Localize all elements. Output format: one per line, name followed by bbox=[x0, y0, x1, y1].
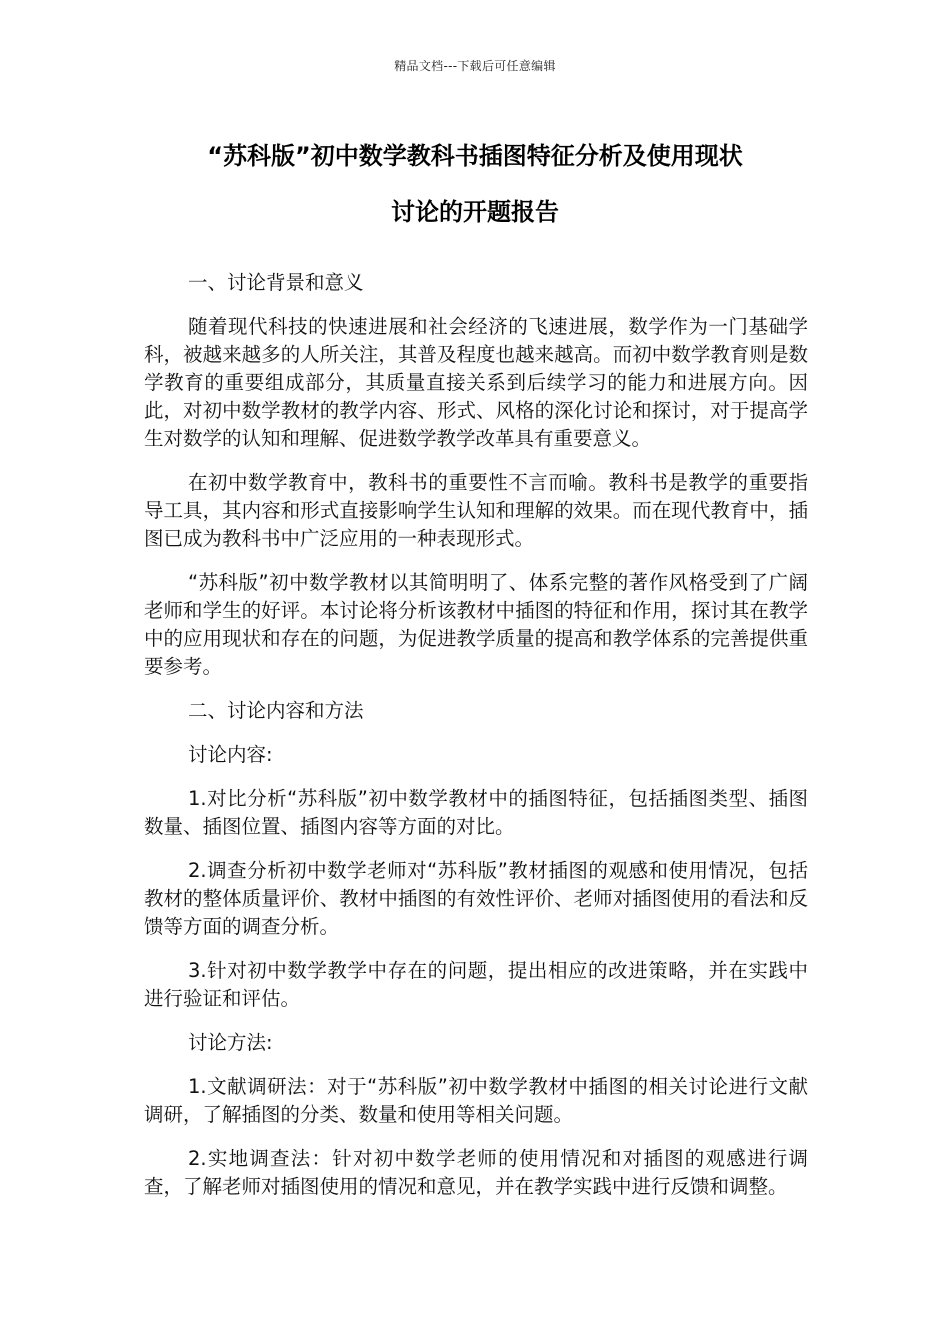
section-heading-background: 一、讨论背景和意义 bbox=[188, 271, 364, 294]
content-item-2: 2.调查分析初中数学老师对“苏科版”教材插图的观感和使用情况，包括教材的整体质量评价、教材中插图的有效性评价、老师对插图使用的看法和反馈等方面的调查分析。 bbox=[144, 859, 808, 938]
paragraph-background-1: 随着现代科技的快速进展和社会经济的飞速进展，数学作为一门基础学科，被越来越多的人所关注，其普及程度也越来越高。而初中数学教育则是数学教育的重要组成部分，其质量直接关系到后续学习的能力和进展方向。因此，对初中数学教材的教学内容、形式、风格的深化讨论和探讨，对于提高学生对数学的认知和理解、促进数学教学改革具有重要意义。 bbox=[144, 315, 808, 450]
document-title-line-1: “苏科版”初中数学教科书插图特征分析及使用现状 bbox=[207, 142, 743, 170]
paragraph-background-2: 在初中数学教育中，教科书的重要性不言而喻。教科书是教学的重要指导工具，其内容和形式直接影响学生认知和理解的效果。而在现代教育中，插图已成为教科书中广泛应用的一种表现形式。 bbox=[144, 471, 808, 550]
method-item-1: 1.文献调研法：对于“苏科版”初中数学教材中插图的相关讨论进行文献调研，了解插图的分类、数量和使用等相关问题。 bbox=[144, 1075, 808, 1126]
header-note: 精品文档---下载后可任意编辑 bbox=[394, 59, 556, 73]
content-item-3: 3.针对初中数学教学中存在的问题，提出相应的改进策略，并在实践中进行验证和评估。 bbox=[144, 959, 808, 1010]
method-label: 讨论方法: bbox=[188, 1031, 273, 1054]
content-label: 讨论内容: bbox=[188, 743, 273, 766]
document-body bbox=[144, 269, 808, 1201]
document-title-line-2: 讨论的开题报告 bbox=[391, 198, 559, 226]
method-item-2: 2.实地调查法：针对初中数学老师的使用情况和对插图的观感进行调查，了解老师对插图使用的情况和意见，并在教学实践中进行反馈和调整。 bbox=[144, 1147, 808, 1198]
content-item-1: 1.对比分析“苏科版”初中数学教材中的插图特征，包括插图类型、插图数量、插图位置、插图内容等方面的对比。 bbox=[144, 787, 808, 838]
section-heading-content-method: 二、讨论内容和方法 bbox=[188, 699, 364, 722]
paragraph-background-3: “苏科版”初中数学教材以其简明明了、体系完整的著作风格受到了广阔老师和学生的好评。本讨论将分析该教材中插图的特征和作用，探讨其在教学中的应用现状和存在的问题，为促进教学质量的提高和教学体系的完善提供重要参考。 bbox=[144, 571, 808, 678]
